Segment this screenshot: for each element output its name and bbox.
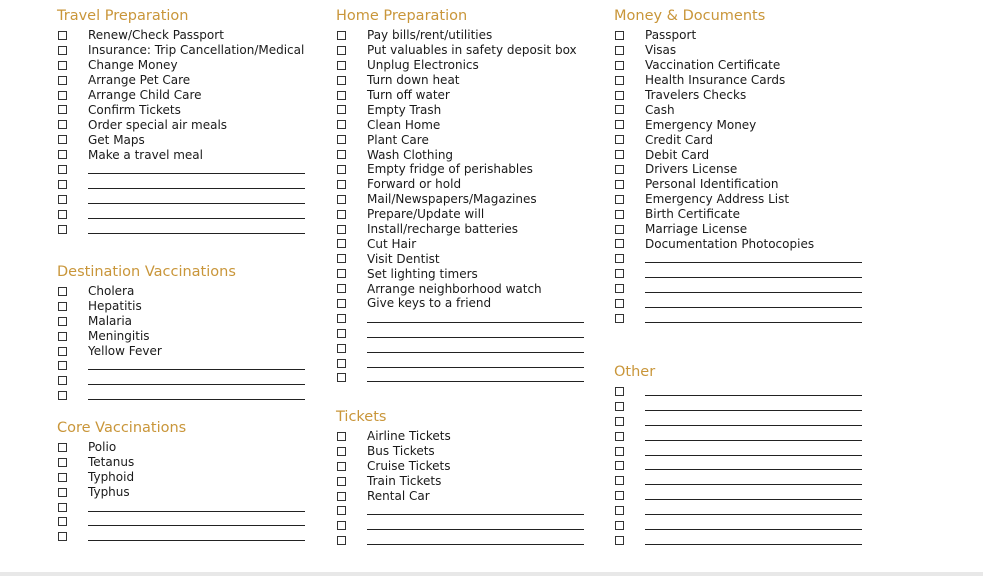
item-label: Drivers License: [645, 162, 738, 177]
item-label: Clean Home: [367, 117, 441, 132]
checkbox[interactable]: [337, 344, 346, 353]
checkbox[interactable]: [58, 31, 67, 40]
checklist-item: [57, 329, 305, 344]
checklist-item: [336, 73, 584, 88]
item-label: Credit Card: [645, 132, 713, 147]
blank-write-in-line[interactable]: [88, 195, 305, 204]
checklist-item: [57, 177, 305, 192]
item-label: Documentation Photocopies: [645, 236, 815, 251]
item-label: Tetanus: [88, 455, 135, 470]
checklist-item: [336, 132, 584, 147]
checklist: [336, 28, 584, 385]
checkbox[interactable]: [58, 180, 67, 189]
checkbox[interactable]: [337, 76, 346, 85]
blank-write-in-line[interactable]: [88, 165, 305, 174]
checkbox[interactable]: [615, 239, 624, 248]
checkbox[interactable]: [615, 254, 624, 263]
item-label: Order special air meals: [88, 117, 228, 132]
checklist-item: [614, 458, 862, 473]
checkbox[interactable]: [337, 31, 346, 40]
blank-write-in-line[interactable]: [645, 284, 862, 293]
checklist-item: [336, 177, 584, 192]
checklist-item: [57, 500, 305, 515]
checkbox[interactable]: [615, 314, 624, 323]
item-label: Passport: [645, 28, 697, 43]
item-label: Cut Hair: [367, 236, 417, 251]
checklist: [614, 384, 862, 548]
blank-write-in-line[interactable]: [88, 361, 305, 370]
checklist-item: [57, 162, 305, 177]
checklist-item: [336, 370, 584, 385]
checklist-item: [57, 440, 305, 455]
checklist-item: [336, 117, 584, 132]
blank-write-in-line[interactable]: [367, 344, 584, 353]
checklist-item: [336, 311, 584, 326]
blank-write-in-line[interactable]: [645, 269, 862, 278]
checkbox[interactable]: [58, 195, 67, 204]
blank-write-in-line[interactable]: [645, 299, 862, 308]
item-label: Meningitis: [88, 329, 150, 344]
checklist-item: [336, 222, 584, 237]
checklist-item: [57, 102, 305, 117]
checklist-item: [614, 399, 862, 414]
checkbox[interactable]: [58, 376, 67, 385]
checklist-item: [336, 192, 584, 207]
item-label: Give keys to a friend: [367, 296, 492, 311]
checklist: [57, 284, 305, 403]
checklist-item: [614, 58, 862, 73]
checklist-item: [57, 314, 305, 329]
item-label: Wash Clothing: [367, 147, 454, 162]
page-edge: [0, 572, 983, 576]
item-label: Cash: [645, 102, 675, 117]
item-label: Get Maps: [88, 132, 145, 147]
item-label: Forward or hold: [367, 177, 462, 192]
checkbox[interactable]: [337, 284, 346, 293]
checklist-item: [57, 373, 305, 388]
checkbox[interactable]: [615, 387, 624, 396]
checklist-item: [614, 281, 862, 296]
blank-write-in-line[interactable]: [645, 461, 862, 470]
checkbox[interactable]: [615, 135, 624, 144]
blank-write-in-line[interactable]: [367, 359, 584, 368]
item-label: Cholera: [88, 284, 135, 299]
item-label: Empty fridge of perishables: [367, 162, 533, 177]
checkbox[interactable]: [337, 61, 346, 70]
checklist-item: [614, 296, 862, 311]
checkbox[interactable]: [337, 462, 346, 471]
checklist-item: [614, 88, 862, 103]
checkbox[interactable]: [615, 402, 624, 411]
checklist-item: [57, 117, 305, 132]
section-title: Travel Preparation: [57, 8, 189, 24]
checklist-item: [57, 207, 305, 222]
checkbox[interactable]: [58, 91, 67, 100]
item-label: Arrange Child Care: [88, 88, 202, 102]
blank-write-in-line[interactable]: [88, 180, 305, 189]
section-tickets: [336, 408, 584, 548]
item-label: Visas: [645, 43, 677, 58]
checklist-item: [336, 296, 584, 311]
blank-write-in-line[interactable]: [88, 503, 305, 512]
checklist-item: [57, 88, 305, 103]
checklist-item: [614, 207, 862, 222]
checkbox[interactable]: [615, 165, 624, 174]
checklist-item: [614, 503, 862, 518]
blank-write-in-line[interactable]: [645, 432, 862, 441]
checkbox[interactable]: [615, 284, 624, 293]
checkbox[interactable]: [337, 46, 346, 55]
checklist-item: [57, 529, 305, 544]
blank-write-in-line[interactable]: [645, 536, 862, 545]
checklist-item: [336, 444, 584, 459]
checkbox[interactable]: [337, 359, 346, 368]
checkbox[interactable]: [58, 488, 67, 497]
checklist-item: [614, 311, 862, 326]
item-label: Turn down heat: [367, 73, 460, 88]
checkbox[interactable]: [337, 195, 346, 204]
checkbox[interactable]: [615, 61, 624, 70]
section-destination-vaccinations: [57, 263, 305, 403]
checklist-item: [336, 474, 584, 489]
checkbox[interactable]: [615, 76, 624, 85]
blank-write-in-line[interactable]: [367, 314, 584, 323]
checklist-item: [614, 429, 862, 444]
checklist-item: [57, 43, 305, 58]
checkbox[interactable]: [58, 150, 67, 159]
blank-write-in-line[interactable]: [645, 506, 862, 515]
checklist-item: [336, 266, 584, 281]
item-label: Vaccination Certificate: [645, 58, 781, 73]
checkbox[interactable]: [615, 120, 624, 129]
checkbox[interactable]: [615, 269, 624, 278]
item-label: Unplug Electronics: [367, 58, 479, 73]
checklist-item: [336, 207, 584, 222]
item-label: Cruise Tickets: [367, 459, 451, 474]
section-core-vaccinations: [57, 419, 305, 544]
item-label: Typhoid: [88, 470, 135, 485]
checkbox[interactable]: [615, 105, 624, 114]
blank-write-in-line[interactable]: [88, 376, 305, 385]
checklist-item: [57, 132, 305, 147]
section-title: Home Preparation: [336, 8, 468, 24]
checklist-item: [336, 88, 584, 103]
checkbox[interactable]: [58, 473, 67, 482]
checkbox[interactable]: [58, 76, 67, 85]
checkbox[interactable]: [337, 536, 346, 545]
blank-write-in-line[interactable]: [645, 402, 862, 411]
checklist-item: [614, 102, 862, 117]
checklist-item: [614, 251, 862, 266]
item-label: Train Tickets: [367, 474, 442, 489]
blank-write-in-line[interactable]: [645, 314, 862, 323]
checklist-item: [614, 384, 862, 399]
checklist-item: [336, 341, 584, 356]
blank-write-in-line[interactable]: [88, 532, 305, 541]
checklist-item: [336, 162, 584, 177]
checklist-item: [57, 485, 305, 500]
blank-write-in-line[interactable]: [645, 491, 862, 500]
checkbox[interactable]: [337, 135, 346, 144]
checkbox[interactable]: [337, 492, 346, 501]
item-label: Set lighting timers: [367, 266, 478, 281]
item-label: Bus Tickets: [367, 444, 435, 459]
checklist-item: [57, 73, 305, 88]
section-title: Tickets: [336, 409, 387, 425]
checkbox[interactable]: [58, 443, 67, 452]
section-home-preparation: [336, 7, 584, 385]
item-label: Arrange Pet Care: [88, 73, 191, 88]
item-label: Birth Certificate: [645, 207, 740, 222]
item-label: Empty Trash: [367, 102, 442, 117]
checkbox[interactable]: [615, 447, 624, 456]
blank-write-in-line[interactable]: [645, 521, 862, 530]
checkbox[interactable]: [615, 46, 624, 55]
item-label: Yellow Fever: [88, 344, 162, 358]
checkbox[interactable]: [58, 391, 67, 400]
checklist-item: [614, 162, 862, 177]
checkbox[interactable]: [58, 458, 67, 467]
item-label: Renew/Check Passport: [88, 28, 224, 43]
checkbox[interactable]: [337, 521, 346, 530]
checkbox[interactable]: [615, 225, 624, 234]
section-travel-preparation: [57, 7, 305, 236]
item-label: Emergency Address List: [645, 192, 790, 207]
checklist-item: [336, 459, 584, 474]
checkbox[interactable]: [58, 317, 67, 326]
checkbox[interactable]: [615, 150, 624, 159]
checkbox[interactable]: [58, 347, 67, 356]
checkbox[interactable]: [58, 61, 67, 70]
checkbox[interactable]: [615, 417, 624, 426]
item-label: Hepatitis: [88, 299, 142, 314]
checklist-item: [336, 356, 584, 371]
checklist-item: [614, 473, 862, 488]
checkbox[interactable]: [337, 239, 346, 248]
checklist-item: [614, 43, 862, 58]
checkbox[interactable]: [615, 180, 624, 189]
item-label: Visit Dentist: [367, 251, 440, 266]
item-label: Rental Car: [367, 489, 430, 503]
checkbox[interactable]: [337, 506, 346, 515]
checkbox[interactable]: [58, 302, 67, 311]
checkbox[interactable]: [615, 91, 624, 100]
checkbox[interactable]: [58, 361, 67, 370]
checklist-item: [336, 58, 584, 73]
item-label: Debit Card: [645, 147, 710, 162]
checklist-item: [57, 455, 305, 470]
blank-write-in-line[interactable]: [645, 254, 862, 263]
section-title: Other: [614, 364, 656, 380]
checklist-item: [336, 236, 584, 251]
blank-write-in-line[interactable]: [367, 329, 584, 338]
checkbox[interactable]: [337, 165, 346, 174]
checkbox[interactable]: [615, 210, 624, 219]
checkbox[interactable]: [615, 195, 624, 204]
blank-write-in-line[interactable]: [367, 506, 584, 515]
checkbox[interactable]: [337, 210, 346, 219]
checkbox[interactable]: [337, 150, 346, 159]
checkbox[interactable]: [615, 521, 624, 530]
item-label: Malaria: [88, 314, 133, 329]
checkbox[interactable]: [58, 287, 67, 296]
checklist-item: [336, 281, 584, 296]
item-label: Turn off water: [367, 88, 450, 102]
blank-write-in-line[interactable]: [367, 373, 584, 382]
checklist-item: [336, 326, 584, 341]
item-label: Install/recharge batteries: [367, 222, 518, 237]
checkbox[interactable]: [58, 210, 67, 219]
checklist-item: [614, 414, 862, 429]
blank-write-in-line[interactable]: [367, 521, 584, 530]
blank-write-in-line[interactable]: [645, 387, 862, 396]
checkbox[interactable]: [615, 461, 624, 470]
checkbox[interactable]: [58, 503, 67, 512]
item-label: Change Money: [88, 58, 178, 73]
checklist-item: [336, 28, 584, 43]
checkbox[interactable]: [337, 299, 346, 308]
item-label: Insurance: Trip Cancellation/Medical: [88, 43, 305, 58]
blank-write-in-line[interactable]: [645, 476, 862, 485]
checklist-item: [614, 117, 862, 132]
item-label: Confirm Tickets: [88, 102, 181, 117]
checklist: [57, 28, 305, 236]
checkbox[interactable]: [615, 432, 624, 441]
item-label: Marriage License: [645, 222, 748, 237]
checkbox[interactable]: [337, 329, 346, 338]
checkbox[interactable]: [337, 180, 346, 189]
blank-write-in-line[interactable]: [645, 447, 862, 456]
blank-write-in-line[interactable]: [88, 391, 305, 400]
checklist: [57, 440, 305, 544]
checklist-item: [614, 73, 862, 88]
checklist-item: [57, 222, 305, 237]
checklist-item: [614, 147, 862, 162]
checkbox[interactable]: [615, 31, 624, 40]
checklist-item: [336, 518, 584, 533]
checklist: [614, 28, 862, 326]
checklist-item: [614, 28, 862, 43]
checkbox[interactable]: [58, 105, 67, 114]
item-label: Airline Tickets: [367, 429, 451, 444]
item-label: Typhus: [88, 485, 130, 500]
item-label: Personal Identification: [645, 177, 779, 192]
section-title: Core Vaccinations: [57, 420, 187, 436]
item-label: Mail/Newspapers/Magazines: [367, 192, 537, 207]
item-label: Arrange neighborhood watch: [367, 281, 542, 296]
checklist-item: [336, 429, 584, 444]
checklist-item: [614, 488, 862, 503]
checkbox[interactable]: [615, 491, 624, 500]
checkbox[interactable]: [337, 447, 346, 456]
checkbox[interactable]: [337, 120, 346, 129]
checkbox[interactable]: [58, 120, 67, 129]
item-label: Polio: [88, 440, 117, 455]
blank-write-in-line[interactable]: [88, 225, 305, 234]
checkbox[interactable]: [337, 477, 346, 486]
item-label: Plant Care: [367, 132, 429, 147]
item-label: Pay bills/rent/utilities: [367, 28, 493, 43]
checkbox[interactable]: [337, 254, 346, 263]
checklist-item: [614, 236, 862, 251]
checklist-item: [57, 514, 305, 529]
checklist-item: [614, 444, 862, 459]
checklist-item: [614, 222, 862, 237]
checklist-item: [614, 533, 862, 548]
section-title: Destination Vaccinations: [57, 264, 236, 280]
checklist-item: [614, 192, 862, 207]
checkbox[interactable]: [337, 105, 346, 114]
checklist-item: [336, 533, 584, 548]
checkbox[interactable]: [58, 332, 67, 341]
checklist-item: [57, 284, 305, 299]
checklist-item: [614, 177, 862, 192]
checklist-item: [57, 470, 305, 485]
section-money-documents: [614, 7, 862, 326]
checkbox[interactable]: [337, 314, 346, 323]
section-other: [614, 363, 862, 548]
checkbox[interactable]: [58, 225, 67, 234]
checklist-item: [336, 251, 584, 266]
checklist-item: [614, 132, 862, 147]
checklist-item: [57, 299, 305, 314]
checklist-item: [57, 358, 305, 373]
checkbox[interactable]: [615, 299, 624, 308]
checkbox[interactable]: [58, 532, 67, 541]
checkbox[interactable]: [58, 165, 67, 174]
item-label: Health Insurance Cards: [645, 73, 786, 88]
checklist: [336, 429, 584, 548]
checkbox[interactable]: [337, 373, 346, 382]
blank-write-in-line[interactable]: [88, 210, 305, 219]
section-title: Money & Documents: [614, 8, 766, 24]
checklist-item: [614, 266, 862, 281]
checklist-item: [57, 28, 305, 43]
checkbox[interactable]: [337, 225, 346, 234]
checklist-item: [336, 43, 584, 58]
checkbox[interactable]: [337, 269, 346, 278]
checkbox[interactable]: [58, 46, 67, 55]
checkbox[interactable]: [337, 432, 346, 441]
checklist-item: [57, 344, 305, 359]
checklist-item: [57, 58, 305, 73]
blank-write-in-line[interactable]: [645, 417, 862, 426]
checklist-item: [336, 147, 584, 162]
checklist-item: [336, 102, 584, 117]
checkbox[interactable]: [58, 135, 67, 144]
item-label: Travelers Checks: [645, 88, 747, 102]
item-label: Prepare/Update will: [367, 207, 485, 222]
checkbox[interactable]: [615, 506, 624, 515]
checklist-item: [336, 503, 584, 518]
item-label: Emergency Money: [645, 117, 757, 132]
checkbox[interactable]: [58, 517, 67, 526]
checkbox[interactable]: [615, 536, 624, 545]
checklist-item: [614, 518, 862, 533]
checklist-item: [57, 192, 305, 207]
blank-write-in-line[interactable]: [367, 536, 584, 545]
checklist-item: [336, 489, 584, 504]
checklist-item: [57, 388, 305, 403]
checklist-item: [57, 147, 305, 162]
checkbox[interactable]: [337, 91, 346, 100]
item-label: Put valuables in safety deposit box: [367, 43, 577, 58]
blank-write-in-line[interactable]: [88, 517, 305, 526]
checkbox[interactable]: [615, 476, 624, 485]
item-label: Make a travel meal: [88, 147, 203, 162]
